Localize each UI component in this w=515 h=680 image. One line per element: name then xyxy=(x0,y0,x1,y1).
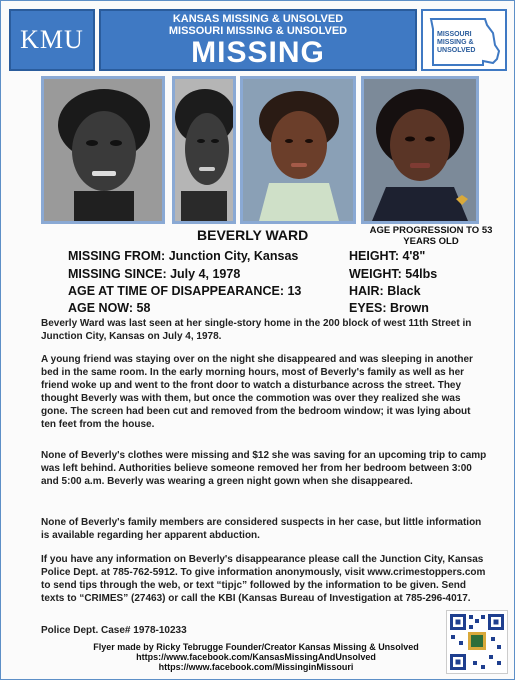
fact-weight: WEIGHT: 54lbs xyxy=(349,267,438,281)
kmu-logo-text: KMU xyxy=(20,25,84,54)
fact-missing-since: MISSING SINCE: July 4, 1978 xyxy=(68,267,241,281)
portrait-image xyxy=(243,79,353,221)
header-line-kansas: KANSAS MISSING & UNSOLVED xyxy=(172,13,344,25)
person-name: BEVERLY WARD xyxy=(197,227,309,243)
fact-height: HEIGHT: 4'8" xyxy=(349,249,426,263)
fact-hair: HAIR: Black xyxy=(349,284,421,298)
paragraph-night-events: A young friend was staying over on the night she disappeared and was sleeping in another bed in the same room. In the early morning hours, most of Beverly's family as well as her friend woke up and went to the front door to watch a disturbance across the street. They thought Beverly was with them, but once the commotion was over they realized she was gone. The screen had been cut and removed from the bedroom window; it was lying about ten feet from the house. xyxy=(41,354,473,430)
footer-credit: Flyer made by Ricky Tebrugge Founder/Creator Kansas Missing & Unsolved xyxy=(93,642,419,652)
paragraph-suspects: None of Beverly's family members are considered suspects in her case, but little information is available regarding her apparent abduction. xyxy=(41,517,482,541)
footer-link-kansas[interactable]: https://www.facebook.com/KansasMissingAndUnsolved xyxy=(136,652,376,662)
photo-age-progression xyxy=(361,76,479,224)
portrait-image xyxy=(175,79,233,221)
paragraph-evidence: None of Beverly's clothes were missing and $12 she was saving for an upcoming trip to camp was left behind. Authorities believe someone removed her from her bedroom between 3:00 and 5:00 a.m. Beverly was wearing a green night gown when she disappeared. xyxy=(41,450,487,487)
paragraph-contact-info: If you have any information on Beverly's disappearance please call the Junction City, Kansas Police Dept. at 785-762-5912. To give information anonymously, visit www.crimestoppers.com to send tips through the web, or text “tipjc” followed by the information to be given. Send texts to “CRIMES” (27463) or call the KBI (Kansas Bureau of Investigation at 785-296-4017. xyxy=(41,554,486,604)
qr-code-icon[interactable] xyxy=(446,610,508,674)
header-banner xyxy=(99,9,417,71)
footer-link-missouri[interactable]: https://www.facebook.com/MissinginMissouri xyxy=(158,662,354,672)
fact-age-at-disappearance: AGE AT TIME OF DISAPPEARANCE: 13 xyxy=(68,284,302,298)
fact-age-now: AGE NOW: 58 xyxy=(68,301,151,315)
header-line-missouri: MISSOURI MISSING & UNSOLVED xyxy=(168,25,348,37)
portrait-image xyxy=(44,79,162,221)
missouri-badge xyxy=(421,9,507,71)
kmu-logo xyxy=(9,9,95,71)
photo-childhood-1 xyxy=(41,76,165,224)
fact-missing-from: MISSING FROM: Junction City, Kansas xyxy=(68,249,299,263)
missouri-badge-text: MISSOURI MISSING & UNSOLVED xyxy=(437,31,476,54)
paragraph-last-seen: Beverly Ward was last seen at her single-story home in the 200 block of west 11th Street in Junction City, Kansas on July 4, 1978. xyxy=(41,318,472,342)
photo-childhood-2 xyxy=(172,76,236,224)
case-number: Police Dept. Case# 1978-10233 xyxy=(41,625,187,636)
photo-childhood-color xyxy=(240,76,356,224)
portrait-image xyxy=(364,79,476,221)
fact-eyes: EYES: Brown xyxy=(349,301,429,315)
age-progression-caption: AGE PROGRESSION TO 53 YEARS OLD xyxy=(369,225,493,247)
header-title: MISSING xyxy=(191,36,325,69)
